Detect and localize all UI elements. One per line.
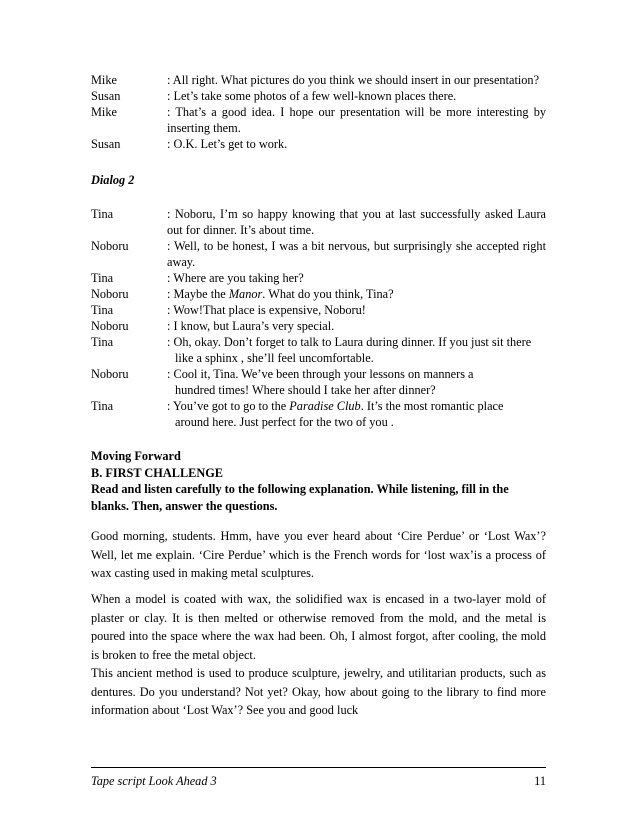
speaker: Tina [91,303,114,317]
utterance-part: hundred times! Where should I take her after dinner? [175,383,436,397]
place-name: Manor [228,287,263,301]
utterance-part: . What do you think, Tina? [262,287,394,301]
utterance: : That’s a good idea. I hope our presentation will be more interesting by inserting them. [167,105,546,135]
dialog-line [91,398,546,430]
speaker: Susan [91,89,121,103]
utterance [167,398,546,430]
speaker: Mike [91,73,117,87]
utterance-part: : Maybe the [167,287,229,301]
instruction-text: Read and listen carefully to the following explanation. While listening, fill in the blanks. Then, answer the questions. [91,482,509,513]
utterance: : All right. What pictures do you think we should insert in our presentation? [167,73,540,87]
dialog-line [91,270,546,286]
dialog-line [91,318,546,334]
utterance-part: : Cool it, Tina. We’ve been through your lessons on manners a [167,367,474,381]
paragraph: This ancient method is used to produce sculpture, jewelry, and utilitarian products, such as dentures. Do you understand? Not yet? Okay, how about going to the library to find more information about ‘Lost Wax’? See you and good luck [91,666,546,717]
utterance-part: like a sphinx , she’ll feel uncomfortable. [175,351,374,365]
dialog-line [91,72,546,88]
utterance: : Let’s take some photos of a few well-known places there. [167,89,457,103]
utterance: : I know, but Laura’s very special. [167,319,335,333]
utterance-part: : You’ve got to go to the [167,399,290,413]
speaker: Susan [91,137,121,151]
speaker: Tina [91,335,114,349]
speaker: Noboru [91,239,129,253]
dialog-2-title: Dialog 2 [91,173,135,187]
dialog-line [91,238,546,270]
utterance-part: around here. Just perfect for the two of you . [175,415,394,429]
speaker: Tina [91,271,114,285]
paragraph: When a model is coated with wax, the solidified wax is encased in a two-layer mold of plaster or clay. It is then melted or otherwise removed from the mold, and the metal is poured into the space where the wax had been. Oh, I almost forgot, after cooling, the mold is broken to free the metal object. [91,592,546,662]
utterance-part: : Oh, okay. Don’t forget to talk to Laura during dinner. If you just sit there [167,335,532,349]
utterance-part: . It’s the most romantic place [360,399,504,413]
dialog-line [91,302,546,318]
dialog-line [91,206,546,238]
utterance [167,334,546,366]
utterance: : Noboru, I’m so happy knowing that you at last successfully asked Laura out for dinner. It’s about time. [167,207,546,237]
speaker: Tina [91,207,114,221]
place-name: Paradise Club [289,399,361,413]
dialog-line [91,366,546,398]
utterance: : O.K. Let’s get to work. [167,137,288,151]
dialog-1 [91,72,546,152]
paragraph: Good morning, students. Hmm, have you ever heard about ‘Cire Perdue’ or ‘Lost Wax’? Well, let me explain. ‘Cire Perdue’ which is the French words for ‘lost wax’is a process of wax casting used in making metal sculptures. [91,529,546,580]
utterance [167,366,546,398]
page-number: 11 [534,774,546,788]
dialog-line [91,104,546,136]
utterance-part [167,398,546,414]
footer-rule [91,767,546,768]
dialog-line [91,286,546,302]
utterance: : Wow!That place is expensive, Noboru! [167,303,366,317]
footer-title: Tape script Look Ahead 3 [91,774,217,788]
challenge-heading: B. FIRST CHALLENGE [91,465,223,480]
dialog-line [91,334,546,366]
dialog-line [91,88,546,104]
utterance: : Well, to be honest, I was a bit nervous, but surprisingly she accepted right away. [167,239,546,269]
dialog-2 [91,206,546,430]
utterance: : Where are you taking her? [167,271,304,285]
speaker: Noboru [91,287,129,301]
moving-forward-section [91,448,546,514]
speaker: Tina [91,399,114,413]
speaker: Noboru [91,319,129,333]
speaker: Noboru [91,367,129,381]
utterance [167,286,546,302]
dialog-line [91,136,546,152]
speaker: Mike [91,105,117,119]
section-heading: Moving Forward [91,449,181,463]
